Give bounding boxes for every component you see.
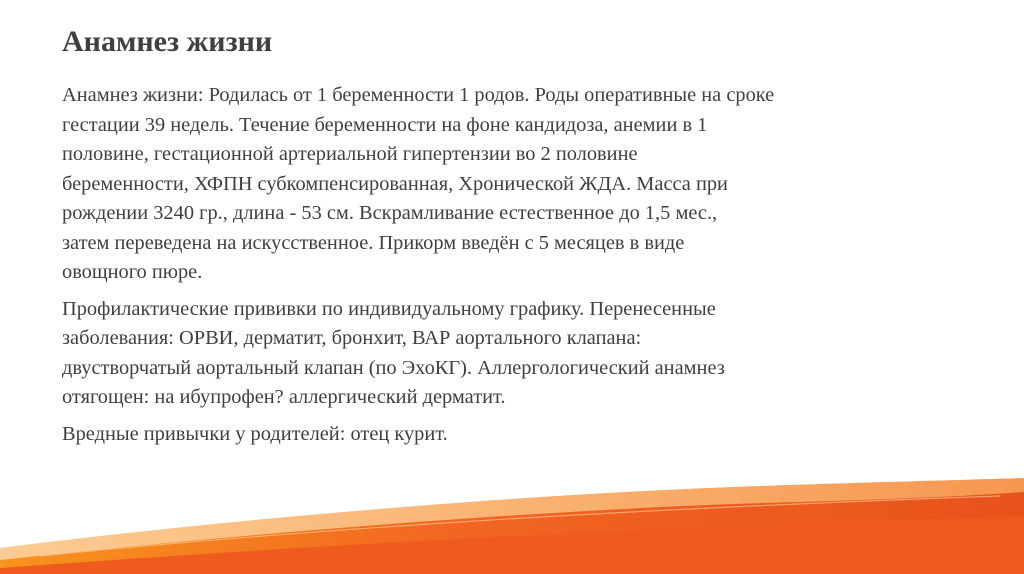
text-line: гестации 39 недель. Течение беременности на фоне кандидоза, анемии в 1 — [62, 113, 708, 136]
text-line: Анамнез жизни: Родилась от 1 беременности 1 родов. Роды оперативные на сроке — [62, 84, 775, 106]
text-line: половине, гестационной артериальной гипертензии во 2 половине — [62, 143, 638, 165]
text-line: Профилактические прививки по индивидуальному графику. Перенесенные — [62, 297, 716, 320]
text-line: овощного пюре. — [62, 261, 203, 283]
text-line: Вредные привычки у родителей: отец курит. — [62, 422, 448, 445]
paragraph-bad-habits — [62, 420, 982, 450]
paragraph-life-history — [62, 81, 982, 288]
slide-body — [62, 81, 982, 456]
paragraph-vaccinations — [62, 295, 982, 413]
slide-title: Анамнез жизни — [62, 25, 273, 58]
text-line: отягощен: на ибупрофен? аллергический дерматит. — [62, 386, 506, 408]
text-line: рождении 3240 гр., длина - 53 см. Вскрамливание естественное до 1,5 мес., — [62, 202, 718, 224]
text-line: двустворчатый аортальный клапан (по ЭхоКГ). Аллергологический анамнез — [62, 356, 725, 379]
text-line: заболевания: ОРВИ, дерматит, бронхит, ВАР аортального клапана: — [62, 327, 642, 349]
text-line: затем переведена на искусственное. Прикорм введён с 5 месяцев в виде — [62, 231, 685, 254]
text-line: беременности, ХФПН субкомпенсированная, Хронической ЖДА. Масса при — [62, 172, 728, 195]
